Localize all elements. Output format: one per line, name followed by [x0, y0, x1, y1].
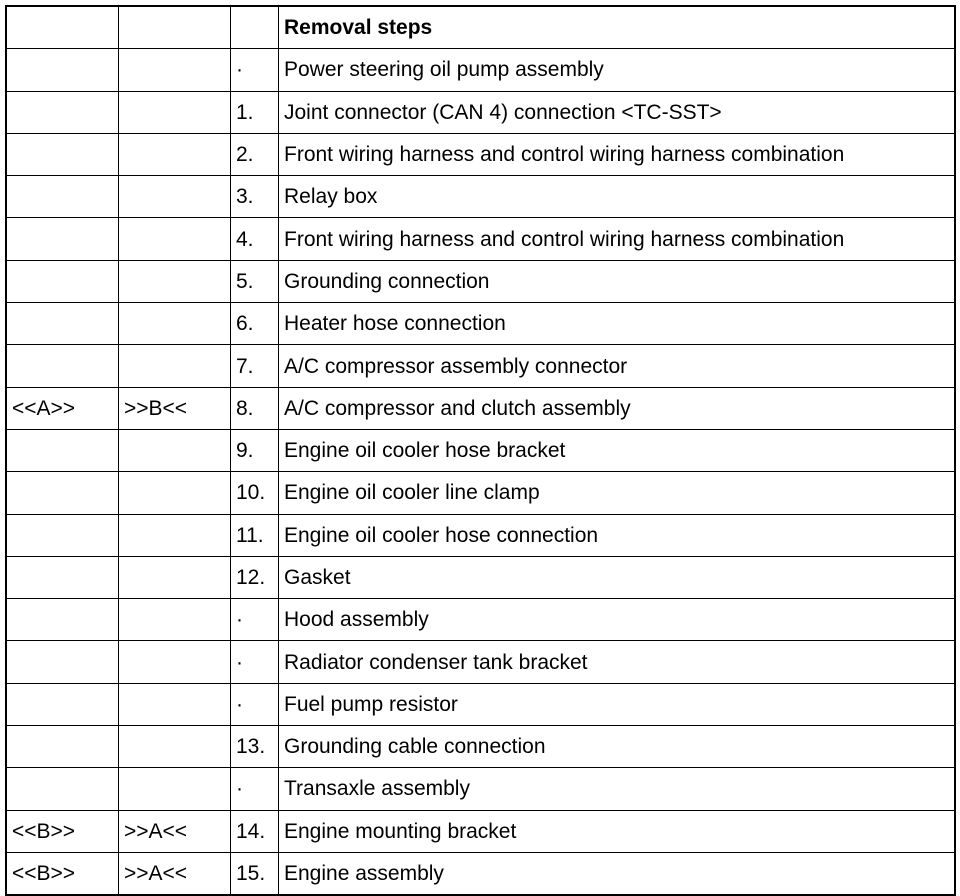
cell-step-description: Grounding connection — [279, 260, 956, 302]
table-row — [6, 683, 955, 725]
cell-step-number: 11. — [231, 514, 279, 556]
cell-removal-ref — [119, 768, 231, 810]
table-row — [6, 472, 955, 514]
cell-step-number: · — [231, 683, 279, 725]
cell-step-number: 7. — [231, 345, 279, 387]
cell-removal-ref — [119, 260, 231, 302]
cell-step-number: 14. — [231, 810, 279, 852]
cell-installation-ref — [6, 514, 119, 556]
cell-removal-ref — [119, 683, 231, 725]
table-row — [6, 852, 955, 895]
cell-step-number: · — [231, 641, 279, 683]
cell-removal-ref — [119, 218, 231, 260]
cell-step-description: Front wiring harness and control wiring harness combination — [279, 133, 956, 175]
cell-step-number: 2. — [231, 133, 279, 175]
cell-removal-ref: >>A<< — [119, 852, 231, 895]
cell-step-description: A/C compressor assembly connector — [279, 345, 956, 387]
cell-removal-ref — [119, 429, 231, 471]
cell-step-description: Front wiring harness and control wiring harness combination — [279, 218, 956, 260]
table-row — [6, 387, 955, 429]
cell-removal-ref: >>A<< — [119, 810, 231, 852]
cell-step-number: · — [231, 768, 279, 810]
cell-installation-ref — [6, 472, 119, 514]
cell-step-description: Transaxle assembly — [279, 768, 956, 810]
cell-step-description: Radiator condenser tank bracket — [279, 641, 956, 683]
cell-installation-ref: <<B>> — [6, 852, 119, 895]
cell-installation-ref — [6, 260, 119, 302]
cell-removal-ref — [119, 91, 231, 133]
cell-installation-ref: <<B>> — [6, 810, 119, 852]
table-row — [6, 599, 955, 641]
header-cell-installation-ref — [6, 6, 119, 49]
cell-installation-ref — [6, 556, 119, 598]
cell-step-description: Joint connector (CAN 4) connection <TC-SST> — [279, 91, 956, 133]
cell-step-number: 12. — [231, 556, 279, 598]
table-row — [6, 260, 955, 302]
table-row — [6, 556, 955, 598]
cell-installation-ref — [6, 133, 119, 175]
cell-installation-ref — [6, 599, 119, 641]
cell-step-number: 6. — [231, 303, 279, 345]
cell-step-description: Engine assembly — [279, 852, 956, 895]
cell-installation-ref — [6, 345, 119, 387]
cell-step-number: 15. — [231, 852, 279, 895]
table-row — [6, 345, 955, 387]
cell-step-number: 3. — [231, 176, 279, 218]
cell-step-number: 10. — [231, 472, 279, 514]
cell-installation-ref: <<A>> — [6, 387, 119, 429]
cell-installation-ref — [6, 91, 119, 133]
cell-step-number: 8. — [231, 387, 279, 429]
cell-step-description: Engine oil cooler line clamp — [279, 472, 956, 514]
cell-step-description: Engine mounting bracket — [279, 810, 956, 852]
table-row — [6, 768, 955, 810]
cell-installation-ref — [6, 683, 119, 725]
cell-removal-ref — [119, 599, 231, 641]
cell-step-number: 5. — [231, 260, 279, 302]
header-cell-removal-ref — [119, 6, 231, 49]
table-row — [6, 218, 955, 260]
cell-removal-ref — [119, 641, 231, 683]
removal-steps-table — [5, 5, 956, 896]
cell-step-description: Fuel pump resistor — [279, 683, 956, 725]
cell-removal-ref — [119, 514, 231, 556]
cell-step-description: Gasket — [279, 556, 956, 598]
cell-removal-ref — [119, 176, 231, 218]
cell-step-number: 13. — [231, 726, 279, 768]
cell-removal-ref — [119, 49, 231, 91]
table-row — [6, 641, 955, 683]
cell-removal-ref — [119, 133, 231, 175]
cell-installation-ref — [6, 641, 119, 683]
cell-step-description: Heater hose connection — [279, 303, 956, 345]
table-header-row — [6, 6, 955, 49]
cell-step-number: · — [231, 49, 279, 91]
cell-installation-ref — [6, 49, 119, 91]
table-row — [6, 810, 955, 852]
cell-removal-ref — [119, 345, 231, 387]
cell-installation-ref — [6, 176, 119, 218]
cell-installation-ref — [6, 429, 119, 471]
cell-step-number: 4. — [231, 218, 279, 260]
cell-installation-ref — [6, 768, 119, 810]
table-row — [6, 49, 955, 91]
cell-installation-ref — [6, 726, 119, 768]
cell-step-number: 9. — [231, 429, 279, 471]
cell-removal-ref — [119, 556, 231, 598]
cell-step-description: Grounding cable connection — [279, 726, 956, 768]
table-row — [6, 429, 955, 471]
cell-installation-ref — [6, 303, 119, 345]
table-row — [6, 133, 955, 175]
cell-step-description: Engine oil cooler hose bracket — [279, 429, 956, 471]
removal-steps-body — [6, 6, 955, 895]
cell-removal-ref — [119, 726, 231, 768]
table-row — [6, 514, 955, 556]
cell-step-number: 1. — [231, 91, 279, 133]
cell-removal-ref — [119, 472, 231, 514]
cell-step-description: Power steering oil pump assembly — [279, 49, 956, 91]
cell-removal-ref: >>B<< — [119, 387, 231, 429]
cell-step-description: Engine oil cooler hose connection — [279, 514, 956, 556]
cell-step-number: · — [231, 599, 279, 641]
cell-installation-ref — [6, 218, 119, 260]
table-row — [6, 176, 955, 218]
cell-step-description: Relay box — [279, 176, 956, 218]
table-row — [6, 91, 955, 133]
header-cell-step-number — [231, 6, 279, 49]
cell-step-description: A/C compressor and clutch assembly — [279, 387, 956, 429]
cell-removal-ref — [119, 303, 231, 345]
table-row — [6, 303, 955, 345]
header-cell-removal-steps: Removal steps — [279, 6, 956, 49]
table-row — [6, 726, 955, 768]
cell-step-description: Hood assembly — [279, 599, 956, 641]
